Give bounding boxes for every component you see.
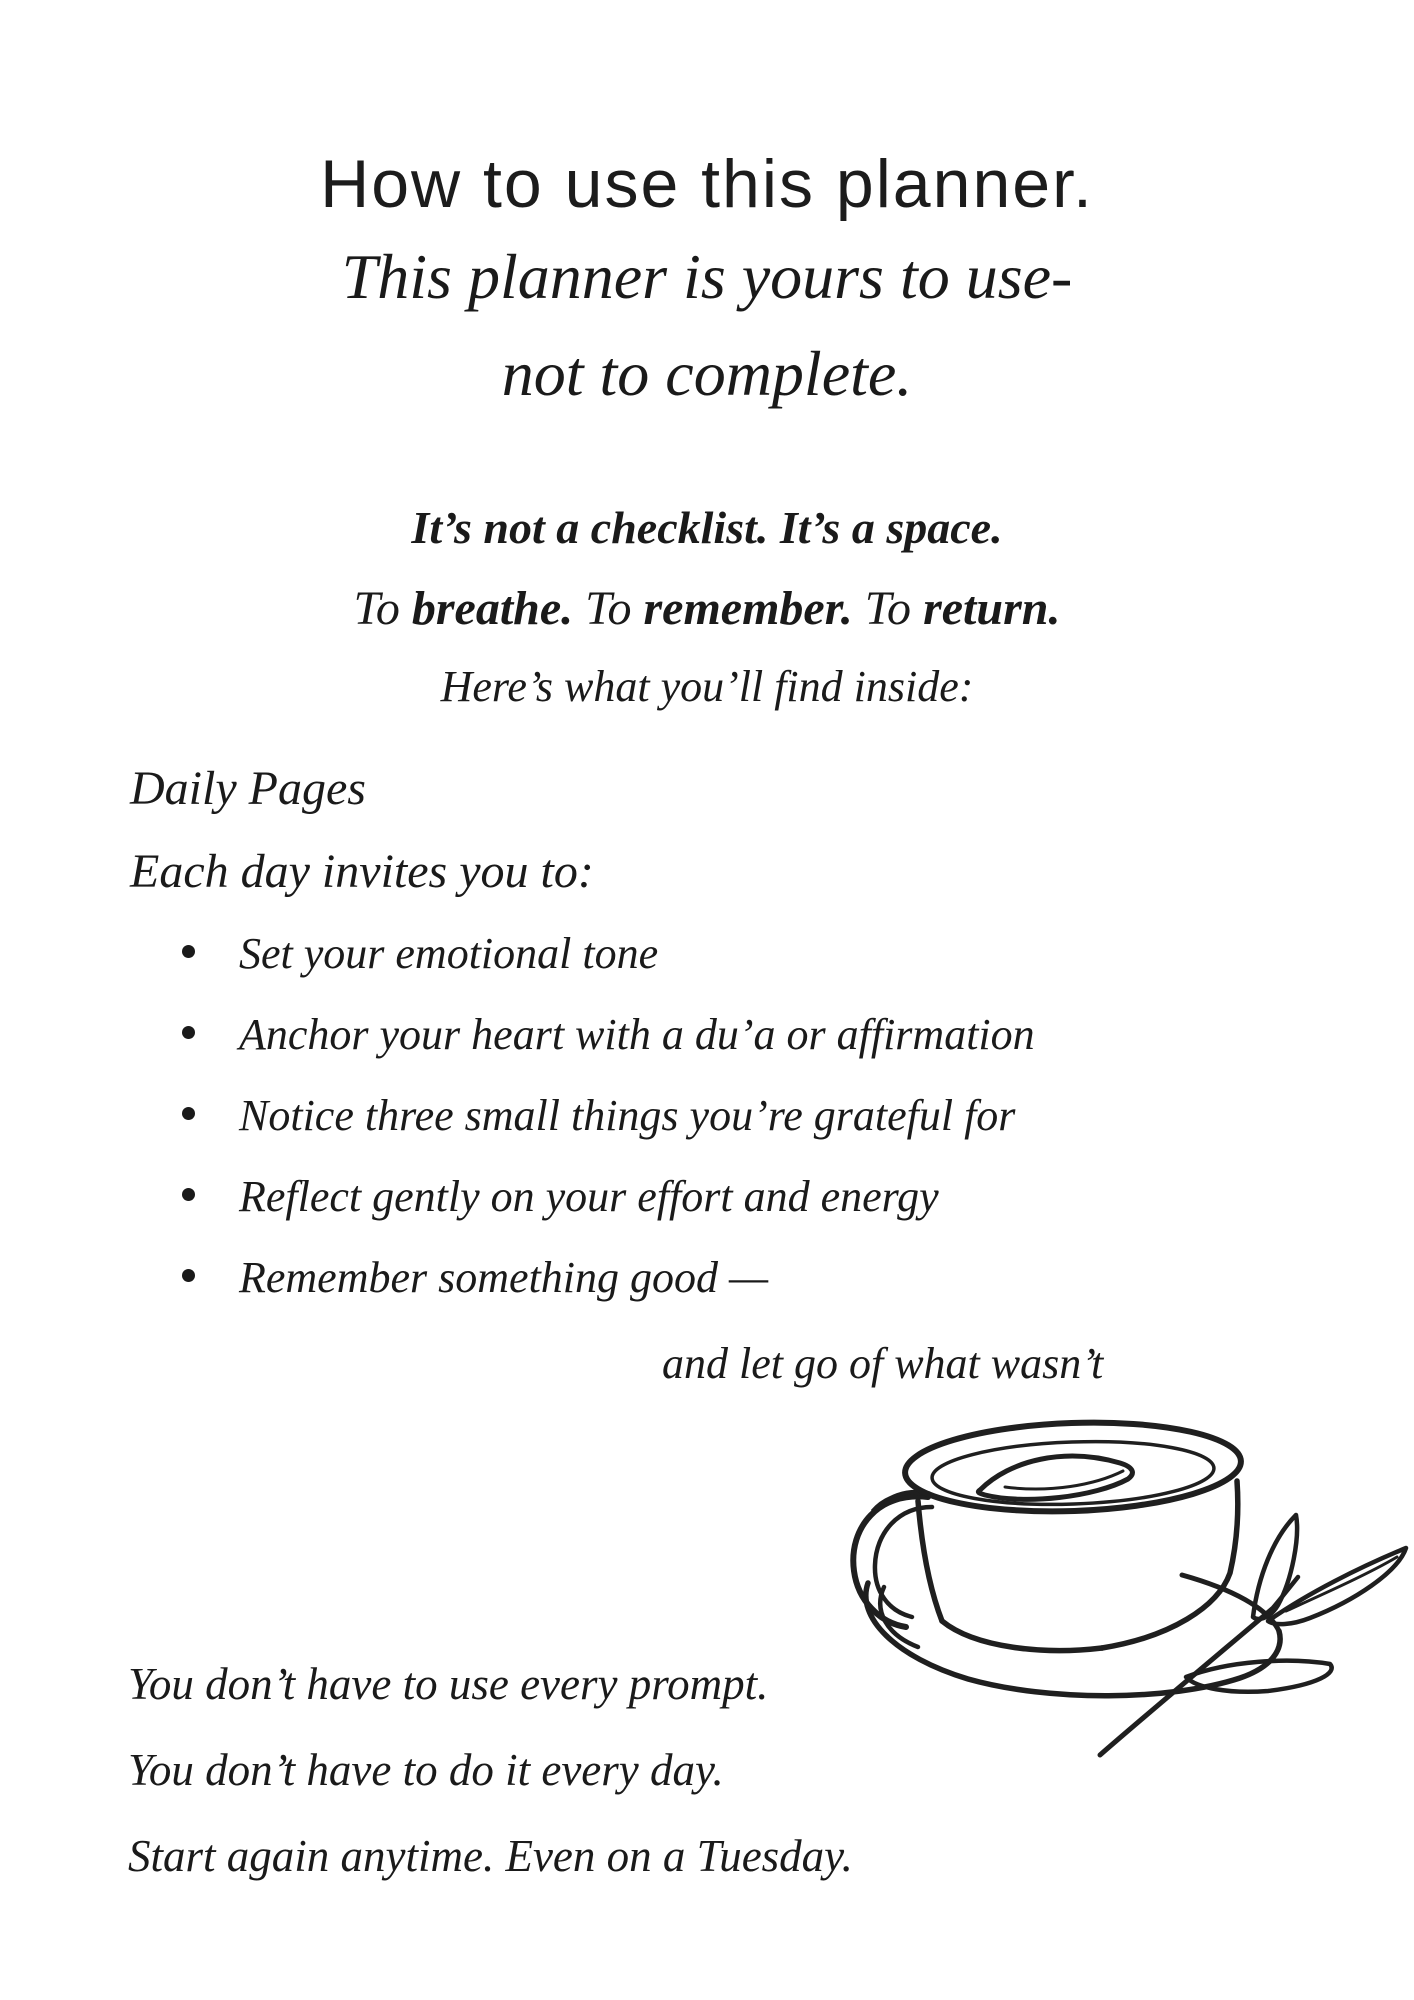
bullet-dot bbox=[182, 1107, 195, 1120]
teacup-sketch-illustration bbox=[840, 1405, 1414, 1765]
section-heading: Daily Pages bbox=[130, 762, 366, 815]
intro-space-line: It’s not a checklist. It’s a space. bbox=[411, 502, 1003, 553]
bullet-dot bbox=[182, 1269, 195, 1282]
daily-bullet-list bbox=[182, 928, 1035, 1333]
list-item bbox=[182, 1171, 1035, 1252]
tone-segment: To bbox=[353, 582, 412, 635]
bullet-label: Anchor your heart with a du’a or affirmation bbox=[239, 1010, 1035, 1059]
tone-segment: To bbox=[573, 582, 644, 635]
list-item bbox=[182, 1090, 1035, 1171]
tone-segment-bold: return. bbox=[923, 582, 1061, 635]
page-title: How to use this planner. bbox=[320, 146, 1094, 222]
footer-line-1: You don’t have to use every prompt. bbox=[128, 1659, 769, 1709]
subtitle-line-2: not to complete. bbox=[501, 338, 913, 410]
intro-tone-line bbox=[0, 582, 1414, 635]
tone-segment-bold: remember. bbox=[643, 582, 853, 635]
bullet-dot bbox=[182, 1188, 195, 1201]
footer-line-3: Start again anytime. Even on a Tuesday. bbox=[128, 1831, 853, 1881]
subtitle-line-1: This planner is yours to use- bbox=[341, 241, 1073, 312]
bullet-label: Remember something good — bbox=[239, 1253, 769, 1302]
bullet-dot bbox=[182, 945, 195, 958]
intro-inside-line: Here’s what you’ll find inside: bbox=[440, 662, 974, 711]
tone-segment: To bbox=[852, 582, 924, 635]
section-intro: Each day invites you to: bbox=[130, 845, 594, 898]
page-subtitle bbox=[0, 228, 1414, 423]
bullet-label: Reflect gently on your effort and energy bbox=[239, 1172, 939, 1221]
list-item bbox=[182, 928, 1035, 1009]
tone-segment-bold: breathe. bbox=[411, 582, 574, 635]
bullet-label: Notice three small things you’re grateful for bbox=[239, 1091, 1016, 1140]
list-item bbox=[182, 1252, 1035, 1333]
footer-line-2: You don’t have to do it every day. bbox=[128, 1745, 724, 1795]
bullet-label: Set your emotional tone bbox=[239, 929, 659, 978]
bullet-continuation: and let go of what wasn’t bbox=[662, 1339, 1104, 1388]
bullet-dot bbox=[182, 1026, 195, 1039]
list-item bbox=[182, 1009, 1035, 1090]
